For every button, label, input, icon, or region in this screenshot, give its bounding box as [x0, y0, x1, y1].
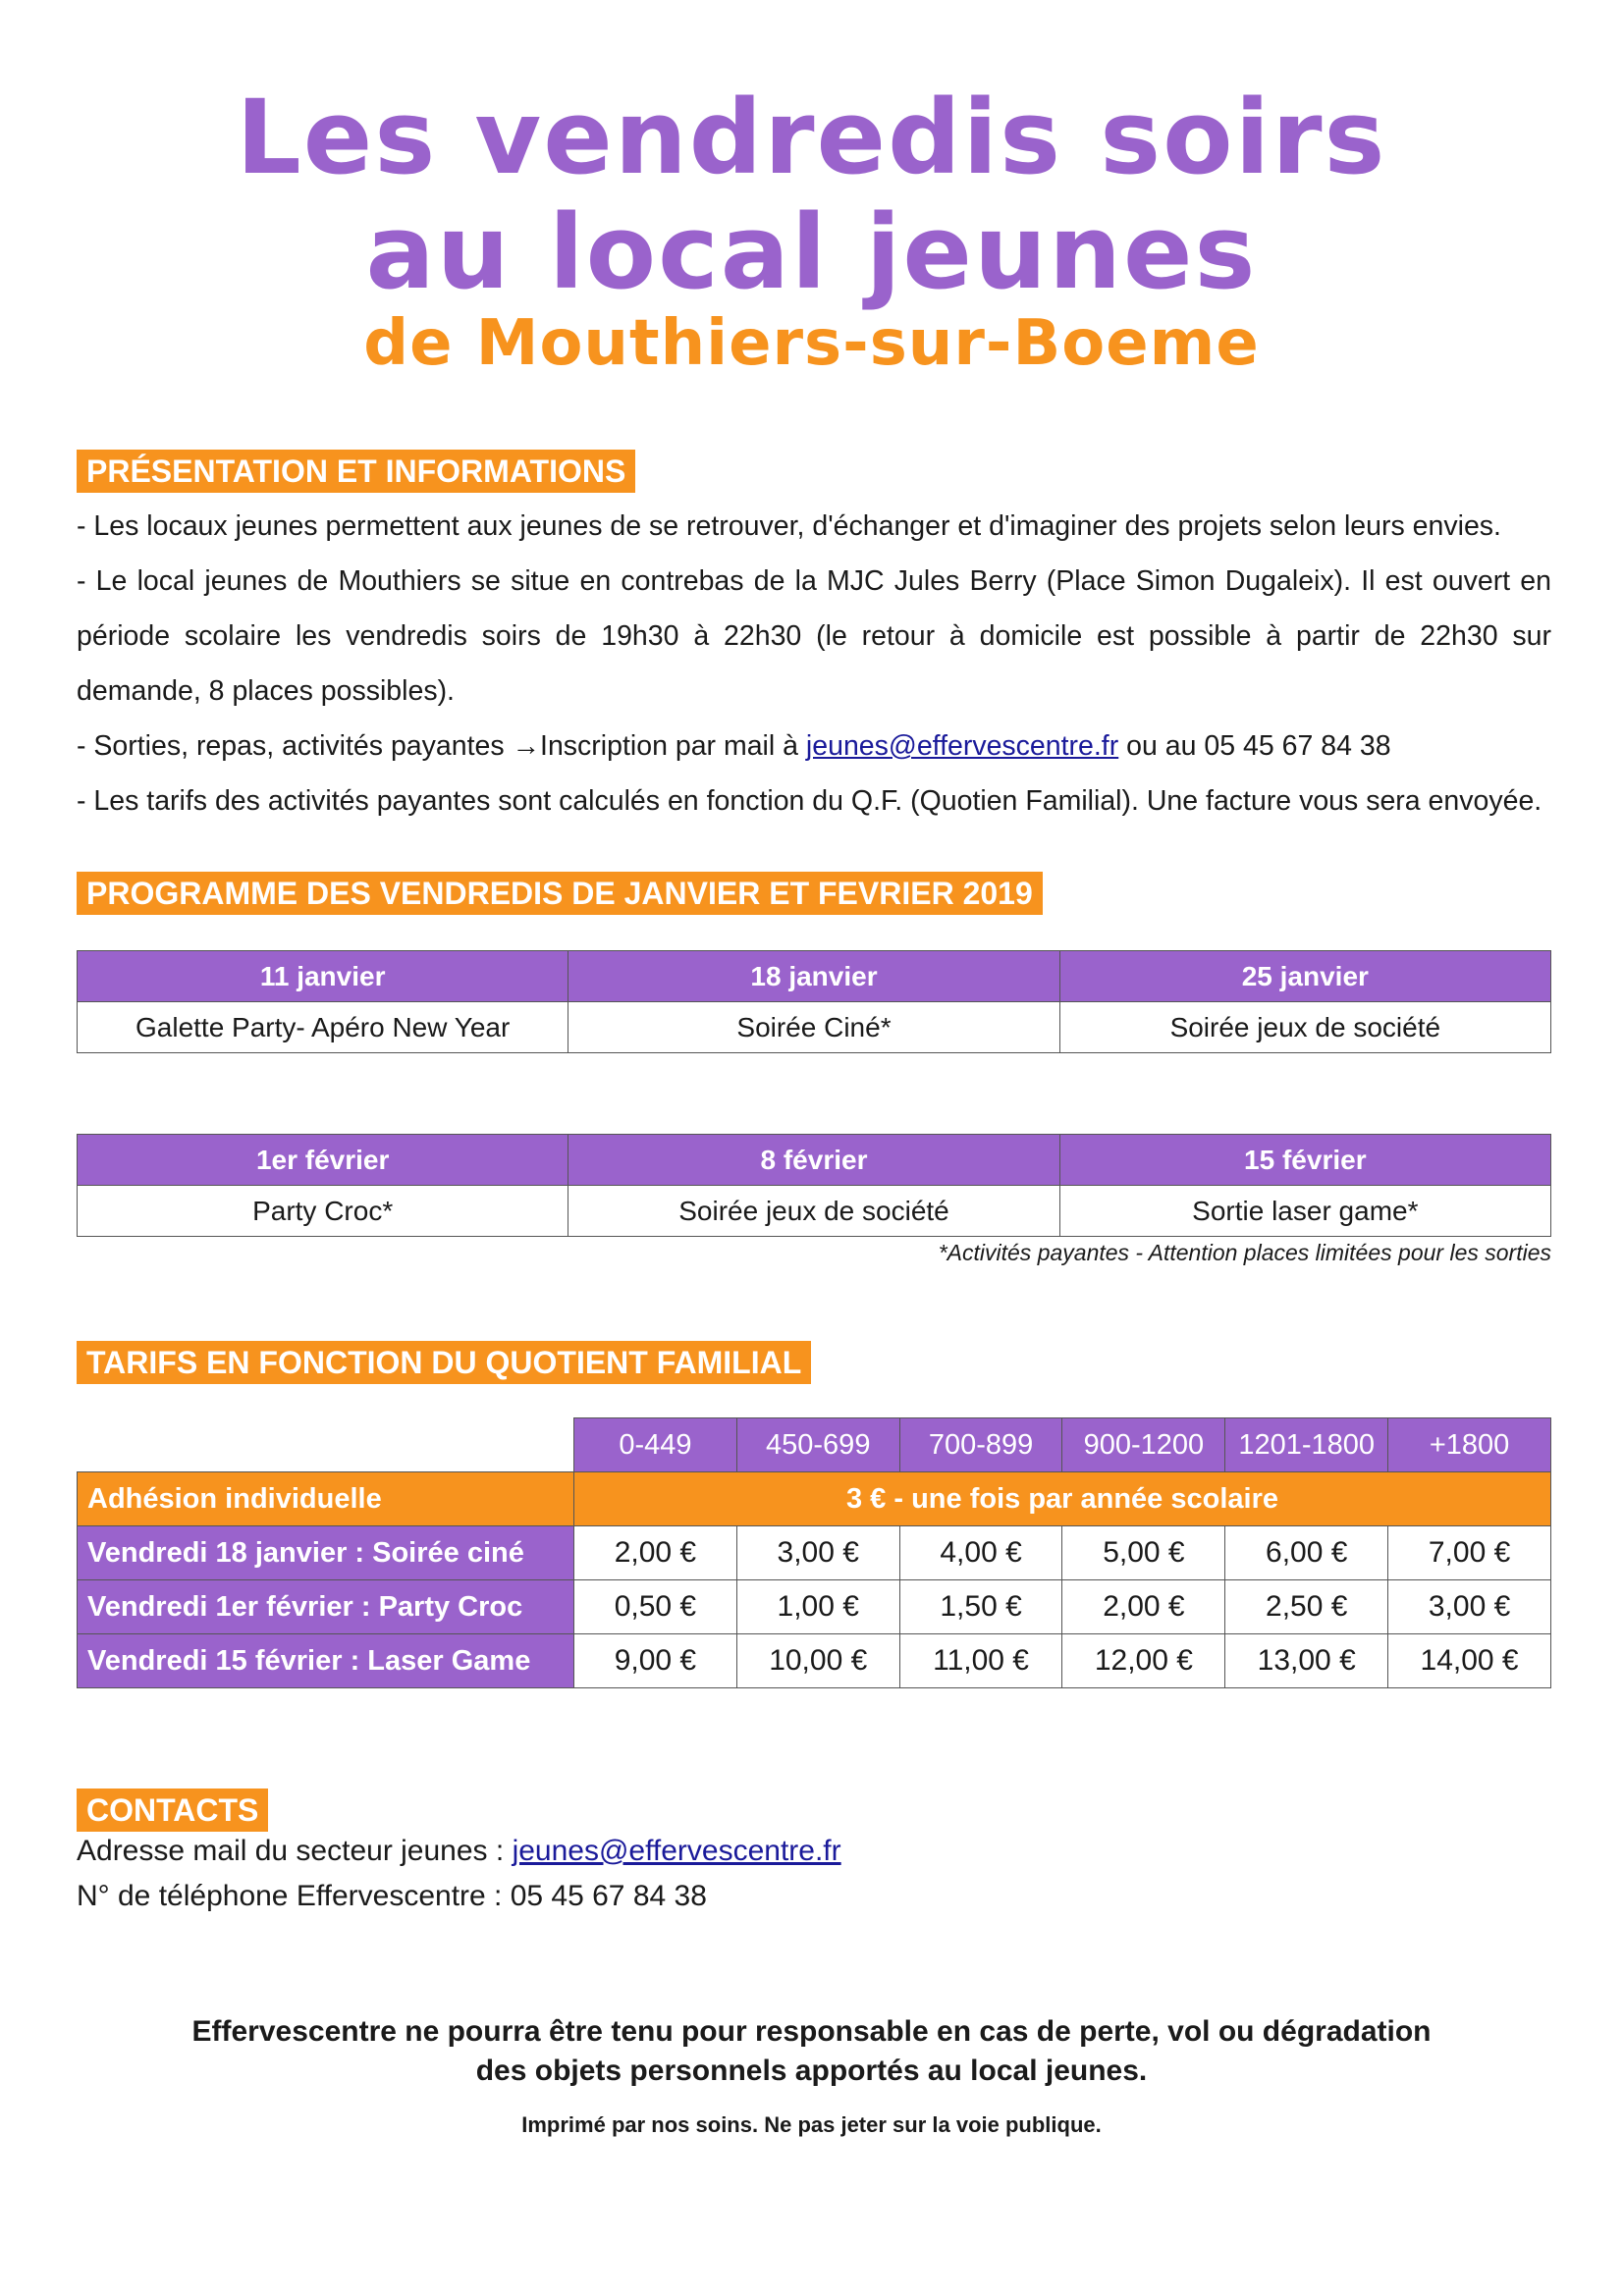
- price-cell: 2,50 €: [1225, 1580, 1388, 1634]
- date-cell: 11 janvier: [78, 951, 568, 1002]
- title-line-1: Les vendredis soirs: [236, 78, 1387, 197]
- disclaimer: [0, 2012, 1623, 2091]
- disclaimer-line-2: des objets personnels apportés au local jeunes.: [475, 2055, 1148, 2087]
- event-cell: Galette Party- Apéro New Year: [78, 1002, 568, 1053]
- row-label: Vendredi 1er février : Party Croc: [78, 1580, 574, 1634]
- date-cell: 18 janvier: [568, 951, 1059, 1002]
- p3-before: - Sorties, repas, activités payantes →Inscription par mail à: [77, 730, 806, 762]
- price-cell: 6,00 €: [1225, 1526, 1388, 1580]
- price-cell: 9,00 €: [574, 1634, 737, 1688]
- qf-header: 0-449: [574, 1418, 737, 1472]
- qf-header: 450-699: [736, 1418, 899, 1472]
- event-cell: Sortie laser game*: [1059, 1186, 1550, 1237]
- price-cell: 11,00 €: [899, 1634, 1062, 1688]
- contact-email-link[interactable]: jeunes@effervescentre.fr: [512, 1835, 841, 1867]
- price-cell: 2,00 €: [574, 1526, 737, 1580]
- price-cell: 7,00 €: [1388, 1526, 1551, 1580]
- programme-note: *Activités payantes - Attention places limitées pour les sorties: [938, 1240, 1551, 1265]
- price-cell: 1,00 €: [736, 1580, 899, 1634]
- qf-header: 900-1200: [1062, 1418, 1225, 1472]
- event-cell: Soirée jeux de société: [1059, 1002, 1550, 1053]
- presentation-text: [77, 499, 1551, 828]
- price-cell: 1,50 €: [899, 1580, 1062, 1634]
- event-cell: Party Croc*: [78, 1186, 568, 1237]
- event-cell: Soirée Ciné*: [568, 1002, 1059, 1053]
- price-cell: 10,00 €: [736, 1634, 899, 1688]
- price-cell: 3,00 €: [736, 1526, 899, 1580]
- presentation-p3: [77, 719, 1551, 774]
- date-cell: 8 février: [568, 1135, 1059, 1186]
- contacts-heading: CONTACTS: [77, 1789, 268, 1832]
- price-cell: 12,00 €: [1062, 1634, 1225, 1688]
- price-cell: 13,00 €: [1225, 1634, 1388, 1688]
- price-cell: 14,00 €: [1388, 1634, 1551, 1688]
- tarifs-heading: TARIFS EN FONCTION DU QUOTIENT FAMILIAL: [77, 1341, 811, 1384]
- price-cell: 5,00 €: [1062, 1526, 1225, 1580]
- p3-after: ou au 05 45 67 84 38: [1118, 730, 1391, 762]
- programme-table-january: [77, 950, 1551, 1053]
- programme-heading: PROGRAMME DES VENDREDIS DE JANVIER ET FEVRIER 2019: [77, 872, 1043, 915]
- presentation-p2: - Le local jeunes de Mouthiers se situe en contrebas de la MJC Jules Berry (Place Simon Dugaleix). Il est ouvert en période scolaire les vendredis soirs de 19h30 à 22h30 (le retour à domicile est possible à partir de 22h30 sur demande, 8 places possibles).: [77, 565, 1551, 707]
- qf-header: 700-899: [899, 1418, 1062, 1472]
- qf-header: 1201-1800: [1225, 1418, 1388, 1472]
- price-cell: 3,00 €: [1388, 1580, 1551, 1634]
- price-cell: 4,00 €: [899, 1526, 1062, 1580]
- disclaimer-line-1: Effervescentre ne pourra être tenu pour responsable en cas de perte, vol ou dégradation: [191, 2015, 1432, 2048]
- event-cell: Soirée jeux de société: [568, 1186, 1059, 1237]
- presentation-heading: PRÉSENTATION ET INFORMATIONS: [77, 450, 635, 493]
- tarifs-table: [77, 1417, 1551, 1688]
- contact-phone-line: N° de téléphone Effervescentre : 05 45 67 84 38: [77, 1880, 707, 1912]
- print-note: Imprimé par nos soins. Ne pas jeter sur la voie publique.: [521, 2112, 1102, 2137]
- presentation-p4: - Les tarifs des activités payantes sont calculés en fonction du Q.F. (Quotien Familial). Une facture vous sera envoyée.: [77, 785, 1542, 817]
- contact-mail-line: [77, 1832, 841, 1871]
- title-line-3: de Mouthiers-sur-Boeme: [363, 307, 1260, 380]
- email-link[interactable]: jeunes@effervescentre.fr: [805, 730, 1119, 762]
- adhesion-label: Adhésion individuelle: [78, 1472, 574, 1526]
- adhesion-value: 3 € - une fois par année scolaire: [574, 1472, 1551, 1526]
- blank-corner: [78, 1418, 574, 1472]
- date-cell: 15 février: [1059, 1135, 1550, 1186]
- programme-table-february: [77, 1134, 1551, 1237]
- date-cell: 1er février: [78, 1135, 568, 1186]
- contact-mail-label: Adresse mail du secteur jeunes :: [77, 1835, 513, 1867]
- qf-header: +1800: [1388, 1418, 1551, 1472]
- price-cell: 0,50 €: [574, 1580, 737, 1634]
- presentation-p1: - Les locaux jeunes permettent aux jeunes de se retrouver, d'échanger et d'imaginer des projets selon leurs envies.: [77, 510, 1501, 542]
- row-label: Vendredi 18 janvier : Soirée ciné: [78, 1526, 574, 1580]
- row-label: Vendredi 15 février : Laser Game: [78, 1634, 574, 1688]
- date-cell: 25 janvier: [1059, 951, 1550, 1002]
- title-line-2: au local jeunes: [365, 192, 1258, 312]
- price-cell: 2,00 €: [1062, 1580, 1225, 1634]
